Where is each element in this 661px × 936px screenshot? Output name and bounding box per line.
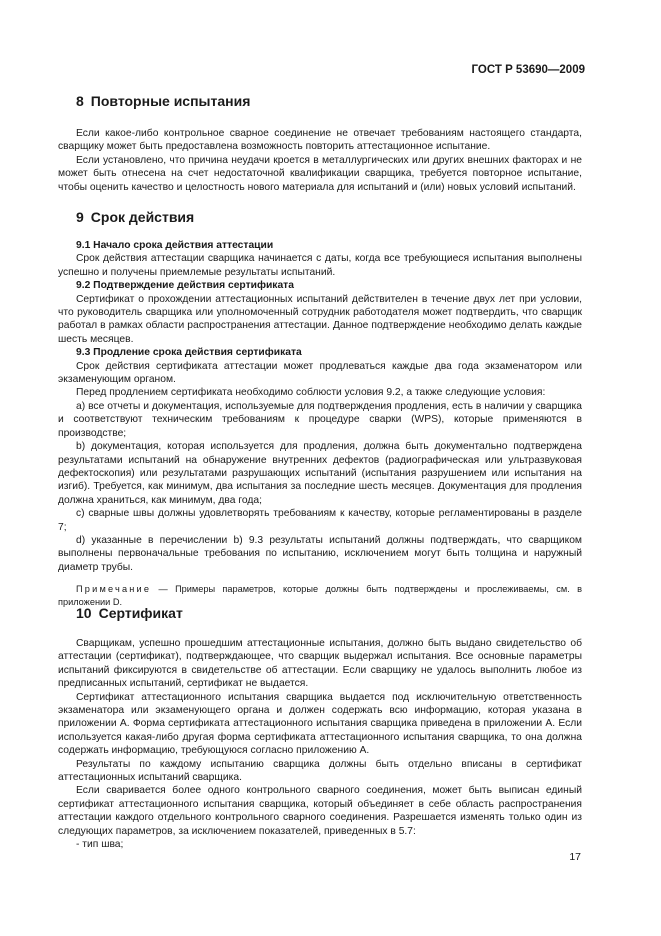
paragraph: Срок действия аттестации сварщика начинается с даты, когда все требующиеся испытания выполнены успешно и получены приемлемые результаты испытаний. <box>58 253 582 278</box>
subsection-title: 9.1 Начало срока действия аттестации <box>76 240 274 251</box>
note-label: Примечание <box>76 584 152 595</box>
list-item: b) документация, которая используется для продления, должна быть документально подтверждена результатами испытаний на обнаружение внутренних дефектов (радиографическая или ультразвуковая дефектоскопия) или результатами разрушающих испытаний (испытания разрушением или испытания на изгиб). Требуется, как минимум, два испытания за последние шесть месяцев. Документация для продления должна храниться, как минимум, два года; <box>58 441 582 506</box>
section-title: Срок действия <box>90 209 195 225</box>
list-item: c) сварные швы должны удовлетворять требованиям к качеству, которые регламентированы в разделе 7; <box>58 508 582 533</box>
section-8-body <box>58 127 582 194</box>
section-9-heading <box>76 209 194 225</box>
section-number: 8 <box>76 93 84 109</box>
section-number: 10 <box>76 605 92 621</box>
section-number: 9 <box>76 209 84 225</box>
paragraph: Если какое-либо контрольное сварное соединение не отвечает требованиям настоящего стандарта, сварщику может быть предоставлена возможность повторить аттестационное испытание. <box>58 128 582 153</box>
note-text: — Примеры параметров, которые должны быть подтверждены и прослеживаемы, см. в приложении D. <box>58 584 582 608</box>
list-item: - тип шва; <box>76 839 124 851</box>
page-number: 17 <box>569 851 581 863</box>
section-8-heading <box>76 93 250 109</box>
section-title: Сертификат <box>98 605 183 621</box>
paragraph: Результаты по каждому испытанию сварщика должны быть отдельно вписаны в сертификат аттестационных испытаний сварщика. <box>58 758 582 784</box>
subsection-title: 9.3 Продление срока действия сертификата <box>76 347 302 359</box>
standard-code: ГОСТ Р 53690—2009 <box>471 64 585 76</box>
section-9-body <box>58 239 582 609</box>
section-10-heading <box>76 605 183 621</box>
paragraph: Сертификат аттестационного испытания сварщика выдается под исключительную ответственность экзаменатора или экзаменующего органа и должен содержать всю информацию, которая указана в приложении А. Форма сертификата аттестационного испытания сварщика приведена в приложении А. Если используется какая-либо другая форма сертификата аттестационного испытания сварщика, то она должна содержать информацию, требующуюся согласно приложению А. <box>58 691 582 757</box>
section-title: Повторные испытания <box>90 93 251 109</box>
paragraph: Если установлено, что причина неудачи кроется в металлургических или других внешних факторах и не может быть отнесена на счет недостаточной квалификации сварщика, требуется повторное испытание, чтобы оценить качество и целостность нового материала для испытаний и (или) новых условий испытаний. <box>58 154 582 193</box>
list-item: a) все отчеты и документация, используемые для подтверждения продления, есть в наличии у сварщика и соответствуют техническим требованиям к процедуре сварки (WPS), которые применяются в производстве; <box>58 400 582 439</box>
paragraph: Сертификат о прохождении аттестационных испытаний действителен в течение двух лет при условии, что руководитель сварщика или уполномоченный сотрудник работодателя может подтвердить, что сварщик работал в рамках области распространения аттестации. Данное подтверждение необходимо делать каждые шесть месяцев. <box>58 293 582 345</box>
paragraph: Перед продлением сертификата необходимо соблюсти условия 9.2, а также следующие условия: <box>76 387 546 399</box>
list-item: d) указанные в перечислении b) 9.3 результаты испытаний должны подтверждать, что сварщиком выполнены первоначальные требования по испытанию, исключением могут быть толщина и наружный диаметр трубы. <box>58 534 582 573</box>
subsection-title: 9.2 Подтверждение действия сертификата <box>76 280 294 292</box>
paragraph: Сварщикам, успешно прошедшим аттестационные испытания, должно быть выдано свидетельство об аттестации (сертификат), подтверждающее, что сварщик выдержал испытания. Все основные параметры испытаний фиксируются в свидетельстве об аттестации. Если сварщику не удалось выполнить любое из предписанных испытаний, сертификат не выдается. <box>58 638 582 690</box>
paragraph: Если сваривается более одного контрольного сварного соединения, может быть выписан единый сертификат аттестационного испытания сварщика, который объединяет в себе область распространения аттестации каждого отдельного контрольного сварного соединения. Разрешается изменять только один из следующих параметров, за исключением показателей, приведенных в 5.7: <box>58 785 582 837</box>
paragraph: Срок действия сертификата аттестации может продлеваться каждые два года экзаменатором или экзаменующим органом. <box>58 360 582 386</box>
section-10-body <box>58 637 582 852</box>
